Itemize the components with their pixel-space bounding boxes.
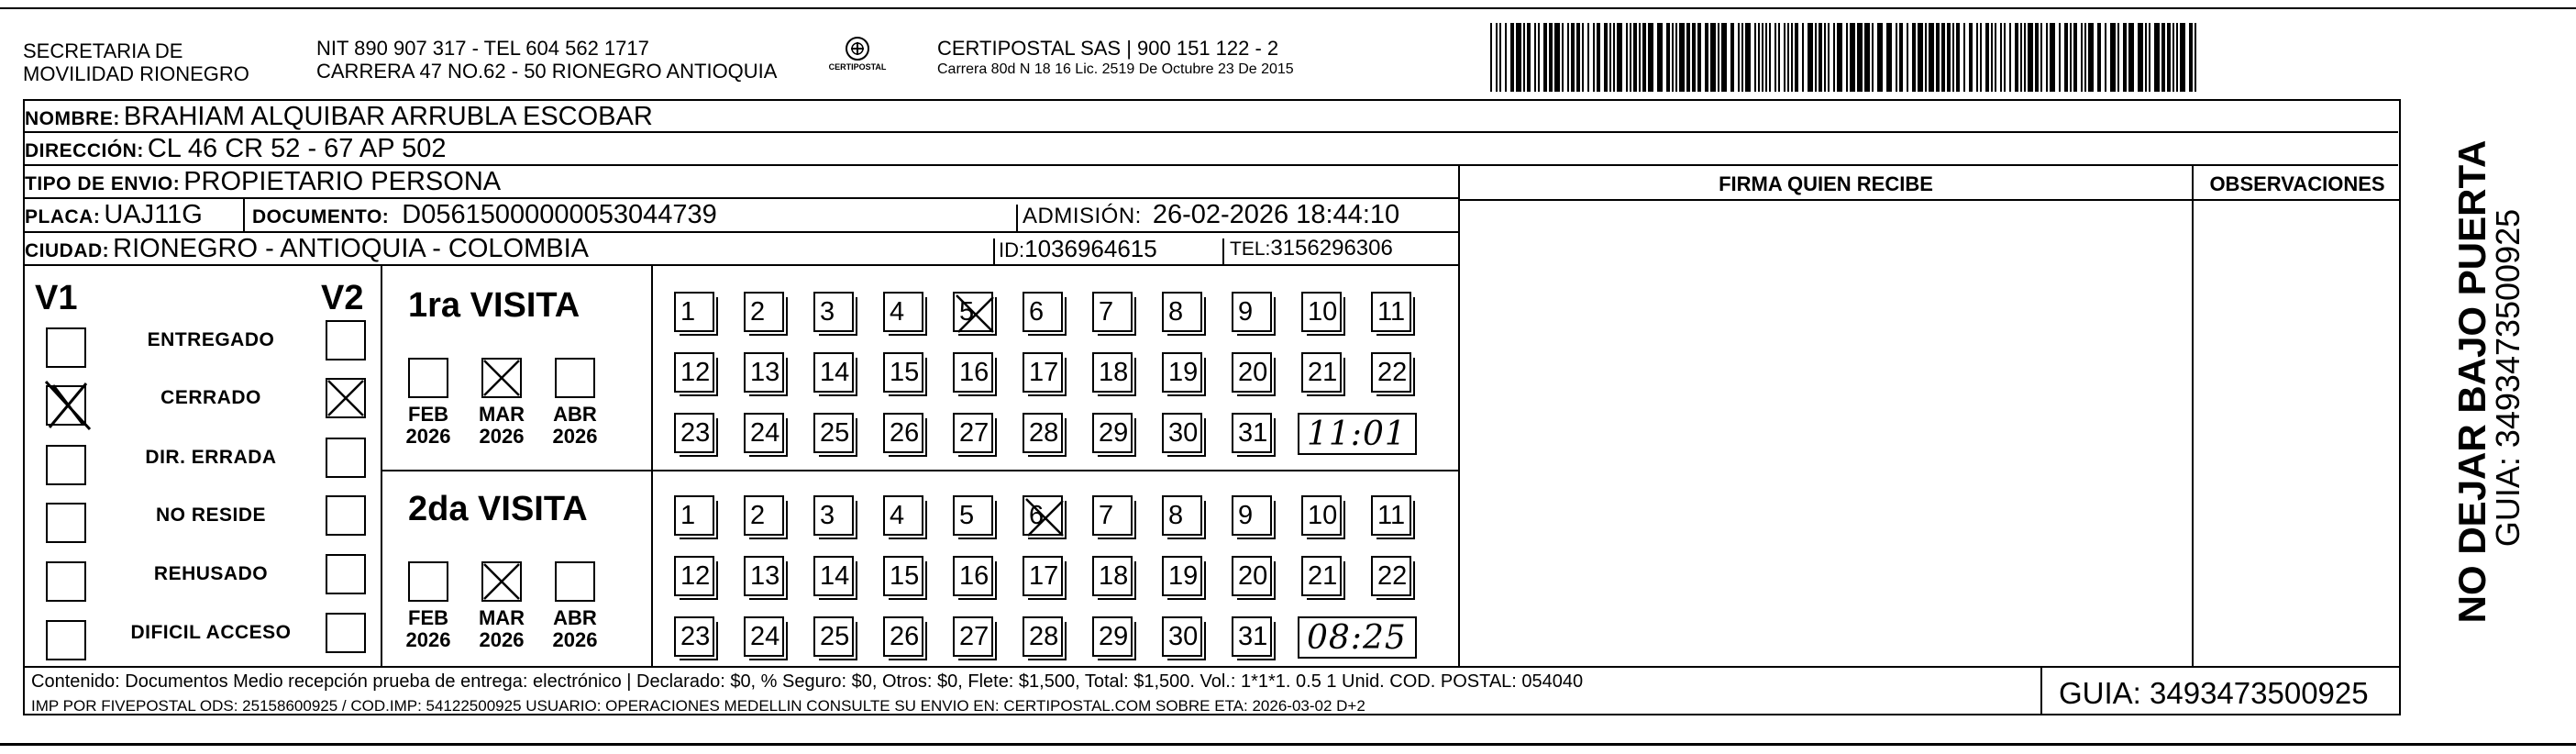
- day-box[interactable]: 14: [813, 556, 854, 596]
- side-no-dejar: NO DEJAR BAJO PUERTA: [2450, 139, 2493, 624]
- day-box[interactable]: 16: [953, 556, 993, 596]
- day-box[interactable]: 13: [744, 352, 784, 393]
- month-checkbox[interactable]: [555, 561, 595, 602]
- tel-cell: [1230, 233, 1393, 265]
- status-visit-divider: [381, 266, 382, 668]
- firma-label: FIRMA QUIEN RECIBE: [1719, 172, 1933, 195]
- row-plate: [23, 199, 1460, 233]
- visit-time: 08:25: [1307, 619, 1407, 657]
- day-box[interactable]: 1: [674, 292, 714, 332]
- admission-value: 26-02-2026 18:44:10: [1152, 200, 1400, 229]
- day-box[interactable]: 7: [1092, 495, 1133, 536]
- send-type-value: PROPIETARIO PERSONA: [183, 167, 502, 196]
- row-send-type: [23, 166, 1460, 199]
- city-cell: [25, 233, 589, 267]
- city-value: RIONEGRO - ANTIOQUIA - COLOMBIA: [113, 234, 589, 263]
- visit-time-box[interactable]: [1298, 413, 1417, 455]
- name-label: NOMBRE:: [25, 108, 120, 129]
- status-v2-checkbox[interactable]: [326, 613, 366, 653]
- footer-guia: GUIA: 3493473500925: [2059, 676, 2369, 710]
- month-name: ABR: [553, 606, 597, 629]
- month-checkbox[interactable]: [408, 358, 448, 398]
- day-box[interactable]: 28: [1023, 616, 1063, 657]
- day-box[interactable]: 17: [1023, 352, 1063, 393]
- day-box[interactable]: 16: [953, 352, 993, 393]
- org-nit: [316, 37, 777, 83]
- admission-label: ADMISIÓN:: [1023, 204, 1142, 228]
- day-box[interactable]: 11: [1371, 495, 1411, 536]
- logo-text: CERTIPOSTAL: [828, 62, 887, 72]
- month-checkbox[interactable]: [481, 358, 522, 398]
- day-box[interactable]: 19: [1162, 352, 1202, 393]
- day-box[interactable]: 2: [744, 495, 784, 536]
- document-value: D05615000000053044739: [402, 200, 717, 229]
- status-label: DIR. ERRADA: [145, 447, 277, 468]
- day-box[interactable]: 9: [1232, 495, 1272, 536]
- status-v1-checkbox[interactable]: [46, 385, 86, 426]
- visit-title: 1ra VISITA: [408, 286, 580, 325]
- month-year: 2026: [479, 628, 525, 651]
- day-box[interactable]: 22: [1371, 556, 1411, 596]
- month-name: MAR: [478, 403, 525, 426]
- day-box[interactable]: 9: [1232, 292, 1272, 332]
- day-box[interactable]: 27: [953, 413, 993, 453]
- footer-line-2: IMP POR FIVEPOSTAL ODS: 25158600925 / COD.IMP: 54122500925 USUARIO: OPERACIONES MEDELLIN CONSULTE SU ENVIO EN: CERTIPOSTAL.COM SOBRE ETA: 2026-03-02 D+2: [31, 697, 1365, 715]
- status-v1-checkbox[interactable]: [46, 561, 86, 602]
- day-box[interactable]: 24: [744, 413, 784, 453]
- tel-divider: [1222, 238, 1224, 266]
- nit-line-1: NIT 890 907 317 - TEL 604 562 1717: [316, 37, 649, 60]
- day-box[interactable]: 7: [1092, 292, 1133, 332]
- id-divider: [993, 238, 995, 266]
- day-box[interactable]: 30: [1162, 413, 1202, 453]
- month-name: FEB: [408, 606, 448, 629]
- day-box[interactable]: 21: [1301, 556, 1342, 596]
- side-text: [2412, 103, 2526, 653]
- day-box[interactable]: 8: [1162, 495, 1202, 536]
- certipostal-logo: [816, 35, 899, 79]
- day-box[interactable]: 30: [1162, 616, 1202, 657]
- month-year: 2026: [479, 425, 525, 448]
- signature-divider-mid: [2192, 166, 2194, 668]
- month-name: ABR: [553, 403, 597, 426]
- day-box[interactable]: 31: [1232, 413, 1272, 453]
- day-box[interactable]: 26: [883, 413, 923, 453]
- day-box[interactable]: 20: [1232, 352, 1272, 393]
- status-v1-checkbox[interactable]: [46, 620, 86, 660]
- day-box[interactable]: 21: [1301, 352, 1342, 393]
- day-box[interactable]: 15: [883, 556, 923, 596]
- status-v1-checkbox[interactable]: [46, 327, 86, 368]
- status-v2-checkbox[interactable]: [326, 378, 366, 418]
- plate-cell: [25, 199, 203, 233]
- v2-header: V2: [321, 279, 364, 317]
- x-mark-icon: [481, 561, 522, 602]
- send-type-label: TIPO DE ENVIO:: [25, 173, 181, 194]
- day-box[interactable]: 29: [1092, 616, 1133, 657]
- day-box[interactable]: 25: [813, 413, 854, 453]
- month-checkbox[interactable]: [408, 561, 448, 602]
- row-name: [23, 101, 2398, 133]
- day-box[interactable]: 2: [744, 292, 784, 332]
- month-year: 2026: [552, 425, 598, 448]
- status-v1-checkbox[interactable]: [46, 445, 86, 485]
- day-box[interactable]: 3: [813, 495, 854, 536]
- admission-divider: [1016, 205, 1018, 233]
- document-cell: [252, 199, 717, 233]
- visit-days-divider: [651, 266, 653, 668]
- city-label: CIUDAD:: [25, 240, 110, 261]
- day-box[interactable]: 22: [1371, 352, 1411, 393]
- org-line-1: SECRETARIA DE: [23, 39, 183, 62]
- visit-title: 2da VISITA: [408, 490, 588, 528]
- courier-line-1: CERTIPOSTAL SAS | 900 151 122 - 2: [937, 37, 1279, 60]
- day-box[interactable]: 26: [883, 616, 923, 657]
- month-label: [474, 404, 529, 448]
- status-v2-checkbox[interactable]: [326, 320, 366, 360]
- name-value: BRAHIAM ALQUIBAR ARRUBLA ESCOBAR: [123, 102, 653, 131]
- top-edge: [0, 7, 2576, 9]
- status-v1-checkbox[interactable]: [46, 503, 86, 543]
- day-x-mark-icon: [1023, 495, 1067, 544]
- address-label: DIRECCIÓN:: [25, 140, 144, 161]
- day-box[interactable]: 13: [744, 556, 784, 596]
- day-box[interactable]: 11: [1371, 292, 1411, 332]
- footer-guia-divider: [2040, 666, 2042, 715]
- day-box[interactable]: 12: [674, 556, 714, 596]
- tel-label: TEL:: [1230, 238, 1271, 260]
- tel-value: 3156296306: [1270, 236, 1393, 261]
- day-box[interactable]: 5: [953, 495, 993, 536]
- day-box[interactable]: 1: [674, 495, 714, 536]
- day-box[interactable]: 20: [1232, 556, 1272, 596]
- barcode: [1490, 23, 2201, 92]
- courier-info: [937, 37, 1294, 80]
- day-box[interactable]: 23: [674, 616, 714, 657]
- status-v2-checkbox[interactable]: [326, 554, 366, 594]
- month-name: MAR: [478, 606, 525, 629]
- x-mark-icon: [40, 378, 95, 433]
- day-x-mark-icon: [953, 292, 997, 340]
- status-label: CERRADO: [160, 387, 261, 408]
- day-box[interactable]: 28: [1023, 413, 1063, 453]
- day-box[interactable]: 6: [1023, 292, 1063, 332]
- day-box[interactable]: 3: [813, 292, 854, 332]
- nit-line-2: CARRERA 47 NO.62 - 50 RIONEGRO ANTIOQUIA: [316, 60, 778, 83]
- month-label: [401, 607, 456, 651]
- plate-divider: [243, 199, 245, 233]
- day-box[interactable]: 24: [744, 616, 784, 657]
- status-label: REHUSADO: [153, 563, 269, 584]
- id-label: ID:: [999, 238, 1025, 261]
- month-year: 2026: [552, 628, 598, 651]
- day-box[interactable]: 14: [813, 352, 854, 393]
- observaciones-label: OBSERVACIONES: [2209, 172, 2385, 195]
- day-box[interactable]: 6: [1023, 495, 1063, 536]
- admission-cell: [1023, 199, 1399, 232]
- courier-line-2: Carrera 80d N 18 16 Lic. 2519 De Octubre 23 De 2015: [937, 61, 1294, 77]
- footer-top-line: [23, 666, 2401, 668]
- status-label: ENTREGADO: [147, 329, 275, 350]
- day-box[interactable]: 5: [953, 292, 993, 332]
- day-box[interactable]: 8: [1162, 292, 1202, 332]
- x-mark-icon: [481, 358, 522, 398]
- day-box[interactable]: 29: [1092, 413, 1133, 453]
- side-guia: GUIA: 3493473500925: [2489, 208, 2526, 548]
- day-box[interactable]: 19: [1162, 556, 1202, 596]
- day-box[interactable]: 15: [883, 352, 923, 393]
- day-box[interactable]: 31: [1232, 616, 1272, 657]
- id-value: 1036964615: [1024, 235, 1157, 262]
- month-name: FEB: [408, 403, 448, 426]
- v1-header: V1: [35, 279, 78, 317]
- month-year: 2026: [405, 628, 451, 651]
- plate-value: UAJ11G: [104, 200, 203, 229]
- visit-row-divider: [381, 470, 1460, 471]
- status-label: NO RESIDE: [155, 505, 267, 526]
- day-box[interactable]: 4: [883, 495, 923, 536]
- plate-label: PLACA:: [25, 206, 101, 227]
- day-box[interactable]: 12: [674, 352, 714, 393]
- month-label: [474, 607, 529, 651]
- id-cell: [999, 233, 1157, 266]
- org-name: [23, 39, 249, 85]
- month-label: [401, 404, 456, 448]
- status-v2-checkbox[interactable]: [326, 495, 366, 536]
- row-address: [23, 133, 2398, 166]
- signature-divider-left: [1458, 166, 1460, 668]
- month-label: [547, 607, 603, 651]
- day-box[interactable]: 4: [883, 292, 923, 332]
- day-box[interactable]: 18: [1092, 352, 1133, 393]
- status-v2-checkbox[interactable]: [326, 438, 366, 478]
- day-box[interactable]: 18: [1092, 556, 1133, 596]
- status-label: DIFICIL ACCESO: [130, 622, 292, 643]
- signature-header-line: [1458, 199, 2401, 201]
- day-box[interactable]: 10: [1301, 292, 1342, 332]
- month-year: 2026: [405, 425, 451, 448]
- footer-line-1: Contenido: Documentos Medio recepción prueba de entrega: electrónico | Declarado: $0, % Seguro: $0, Otros: $0, Flete: $1,500, Total: $1,500. Vol.: 1*1*1. 0.5 1 Unid. COD. POSTAL: 054040: [31, 671, 1584, 692]
- logo-icon: [844, 35, 871, 62]
- org-line-2: MOVILIDAD RIONEGRO: [23, 62, 249, 85]
- day-box[interactable]: 17: [1023, 556, 1063, 596]
- x-mark-icon: [326, 378, 366, 418]
- day-box[interactable]: 25: [813, 616, 854, 657]
- day-box[interactable]: 10: [1301, 495, 1342, 536]
- day-box[interactable]: 23: [674, 413, 714, 453]
- visit-time-box[interactable]: [1298, 616, 1417, 659]
- month-checkbox[interactable]: [555, 358, 595, 398]
- bottom-edge: [0, 743, 2576, 746]
- row-city: [23, 233, 1460, 266]
- address-value: CL 46 CR 52 - 67 AP 502: [147, 134, 447, 163]
- document-label: DOCUMENTO:: [252, 206, 390, 227]
- day-box[interactable]: 27: [953, 616, 993, 657]
- visit-time: 11:01: [1307, 416, 1407, 453]
- month-label: [547, 404, 603, 448]
- month-checkbox[interactable]: [481, 561, 522, 602]
